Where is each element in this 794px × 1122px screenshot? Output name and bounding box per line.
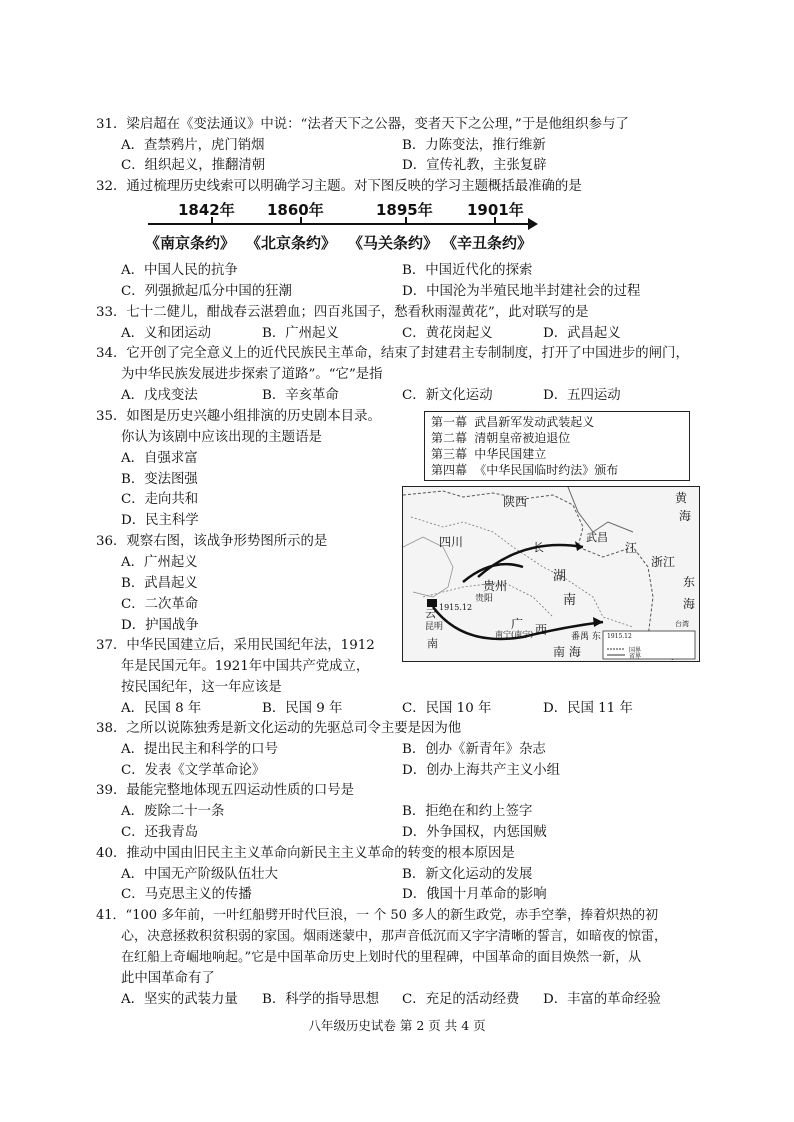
q40-stem: 40．推动中国由旧民主主义革命向新民主主义革命的转变的根本原因是 — [96, 846, 515, 861]
q41-stem-line4: 此中国革命有了 — [121, 971, 215, 986]
q40-option-b: B．新文化运动的发展 — [402, 867, 533, 882]
map-label-hai: 海 — [679, 509, 692, 523]
q38-option-a: A．提出民主和科学的口号 — [121, 742, 278, 757]
q32-option-a: A．中国人民的抗争 — [121, 263, 238, 278]
map-label-shaanxi: 陕西 — [503, 495, 528, 509]
q38-option-b: B．创办《新青年》杂志 — [402, 742, 546, 757]
q37-option-b: B．民国 9 年 — [262, 701, 343, 716]
q41-stem-line2: 心，决意拯救积贫积弱的家国。烟雨迷蒙中，那声音低沉而又字字清晰的誓言，如暗夜的惊雷， — [121, 929, 668, 944]
q37-option-d: D．民国 11 年 — [543, 701, 633, 716]
q40-option-a: A．中国无产阶级队伍壮大 — [121, 867, 278, 882]
map-label-guang: 广 — [511, 617, 524, 631]
map-label-guiyang: 贵阳 — [475, 594, 494, 604]
q37-stem-line2: 年是民国元年。1921年中国共产党成立， — [121, 659, 370, 674]
q34-stem-line2: 为中华民族发展进步探索了道路”。“它”是指 — [121, 367, 383, 382]
map-label-date: 1915.12 — [439, 603, 473, 612]
q41-stem-line1: 41．“100 多年前，一叶红船劈开时代巨浪，一 个 50 多人的新生政党，赤手空拳，捧着炽热的初 — [96, 908, 659, 923]
play-act: 第三幕 中华民国建立 — [431, 447, 547, 461]
q39-option-a: A．废除二十一条 — [121, 804, 225, 819]
q34-option-a: A．戊戌变法 — [121, 388, 198, 403]
map-label-nanning: 南宁(南宁) — [495, 630, 534, 639]
map-label-jiang: 江 — [625, 541, 638, 555]
map-legend-item: 1915.12 — [607, 633, 632, 640]
q36-option-d: D．护国战争 — [121, 618, 199, 633]
map-label-guizhou: 贵州 — [483, 579, 508, 593]
q32-option-c: C．列强掀起瓜分中国的狂潮 — [121, 284, 292, 299]
q34-option-d: D．五四运动 — [543, 388, 621, 403]
map-label-guangdong: 番禺 东 — [571, 632, 601, 642]
map-label-hai2: 海 — [683, 597, 696, 611]
q39-option-c: C．还我青岛 — [121, 825, 199, 840]
q41-option-c: C．充足的活动经费 — [402, 992, 520, 1007]
q41-option-b: B．科学的指导思想 — [262, 992, 379, 1007]
q34-option-b: B．辛亥革命 — [262, 388, 339, 403]
q39-stem: 39．最能完整地体现五四运动性质的口号是 — [96, 783, 355, 798]
play-act: 第一幕 武昌新军发动武装起义 — [431, 415, 595, 429]
q35-option-a: A．自强求富 — [121, 451, 198, 466]
page-footer: 八年级历史试卷 第 2 页 共 4 页 — [308, 1018, 486, 1033]
timeline-year: 1901年 — [467, 201, 524, 219]
q40-option-c: C．马克思主义的传播 — [121, 887, 252, 902]
map-label-sichuan: 四川 — [439, 535, 464, 549]
map-label-nanhai: 南 海 — [553, 645, 581, 659]
map-label-dong: 东 — [683, 575, 696, 589]
q41-option-d: D．丰富的革命经验 — [543, 992, 661, 1007]
timeline-year: 1860年 — [267, 201, 324, 219]
play-act: 第二幕 清朝皇帝被迫退位 — [431, 431, 571, 445]
q35-stem-line1: 35．如图是历史兴趣小组排演的历史剧本目录。 — [96, 409, 381, 424]
q32-stem: 32．通过梳理历史线索可以明确学习主题。对下图反映的学习主题概括最准确的是 — [96, 179, 582, 194]
q33-option-b: B．广州起义 — [262, 326, 339, 341]
map-legend-item: 国界 — [629, 647, 642, 654]
q35-stem-line2: 你认为该剧中应该出现的主题语是 — [121, 430, 322, 445]
q34-stem-line1: 34．它开创了完全意义上的近代民族民主革命，结束了封建君主专制制度，打开了中国进步的闸门， — [96, 346, 689, 361]
map-legend-item: 省界 — [629, 653, 642, 660]
q33-stem: 33．七十二健儿，酣战春云湛碧血；四百兆国子，愁看秋雨湿黄花”，此对联写的是 — [96, 305, 589, 320]
q33-option-d: D．武昌起义 — [543, 326, 621, 341]
play-act-list — [424, 411, 690, 481]
map-label-xi: 西 — [535, 623, 548, 637]
map-label-wuchang: 武昌 — [586, 531, 608, 544]
q37-option-a: A．民国 8 年 — [121, 701, 202, 716]
map-label-nan: 南 — [427, 637, 438, 650]
map-label-zhejiang: 浙江 — [651, 555, 676, 569]
q33-option-a: A．义和团运动 — [121, 326, 212, 341]
q31-option-d: D．宣传礼教，主张复辟 — [402, 158, 547, 173]
q36-option-c: C．二次革命 — [121, 597, 199, 612]
q31-option-a: A．查禁鸦片，虎门销烟 — [121, 138, 265, 153]
q41-stem-line3: 在红船上奇崛地响起。”它是中国革命历史上划时代的里程碑，中国革命的面目焕然一新，从 — [121, 950, 642, 965]
q36-stem: 36．观察右图，该战争形势图所示的是 — [96, 534, 328, 549]
q38-option-d: D．创办上海共产主义小组 — [402, 763, 561, 778]
q32-option-d: D．中国沦为半殖民地半封建社会的过程 — [402, 284, 641, 299]
map-label-hubei: 湖 — [553, 569, 567, 584]
q40-option-d: D．俄国十月革命的影响 — [402, 887, 547, 902]
map-label-chang: 长 — [533, 541, 544, 554]
q37-option-c: C．民国 10 年 — [402, 701, 492, 716]
q36-option-b: B．武昌起义 — [121, 576, 198, 591]
map-label-yun: 云 — [425, 607, 436, 620]
timeline-treaty: 《南京条约》 — [145, 234, 236, 252]
q38-option-c: C．发表《文学革命论》 — [121, 763, 266, 778]
map-label-kunming: 昆明 — [425, 622, 444, 632]
map-label-huang: 黄 — [675, 491, 688, 505]
q31-option-c: C．组织起义，推翻清朝 — [121, 158, 266, 173]
timeline-year: 1895年 — [376, 201, 433, 219]
q37-stem-line1: 37．中华民国建立后，采用民国纪年法，1912 — [96, 638, 375, 653]
q41-option-a: A．坚实的武装力量 — [121, 992, 238, 1007]
q36-option-a: A．广州起义 — [121, 555, 198, 570]
q32-option-b: B．中国近代化的探索 — [402, 263, 533, 278]
q34-option-c: C．新文化运动 — [402, 388, 493, 403]
timeline-arrow-icon — [528, 218, 538, 230]
q39-option-d: D．外争国权，内惩国贼 — [402, 825, 547, 840]
q38-stem: 38．之所以说陈独秀是新文化运动的先驱总司令主要是因为他 — [96, 721, 462, 736]
q35-option-c: C．走向共和 — [121, 492, 199, 507]
q31-stem: 31．梁启超在《变法通议》中说：“法者天下之公器，变者天下之公理，”于是他组织参与了 — [96, 117, 629, 132]
q35-option-b: B．变法图强 — [121, 472, 198, 487]
map-drawing — [403, 487, 698, 660]
timeline-treaty: 《辛丑条约》 — [442, 234, 533, 252]
q31-option-b: B．力陈变法，推行维新 — [402, 138, 546, 153]
timeline-treaty: 《马关条约》 — [348, 234, 439, 252]
q33-option-c: C．黄花岗起义 — [402, 326, 493, 341]
map-label-taiwan: 台湾 — [675, 620, 689, 628]
q35-option-d: D．民主科学 — [121, 513, 199, 528]
q37-stem-line3: 按民国纪年，这一年应该是 — [121, 680, 282, 695]
play-act: 第四幕 《中华民国临时约法》颁布 — [431, 463, 619, 477]
q39-option-b: B．拒绝在和约上签字 — [402, 804, 533, 819]
war-situation-map — [402, 486, 700, 662]
timeline-year: 1842年 — [178, 201, 235, 219]
map-label-hunan: 南 — [563, 593, 577, 608]
timeline-treaty: 《北京条约》 — [246, 234, 337, 252]
timeline-axis — [148, 223, 530, 225]
